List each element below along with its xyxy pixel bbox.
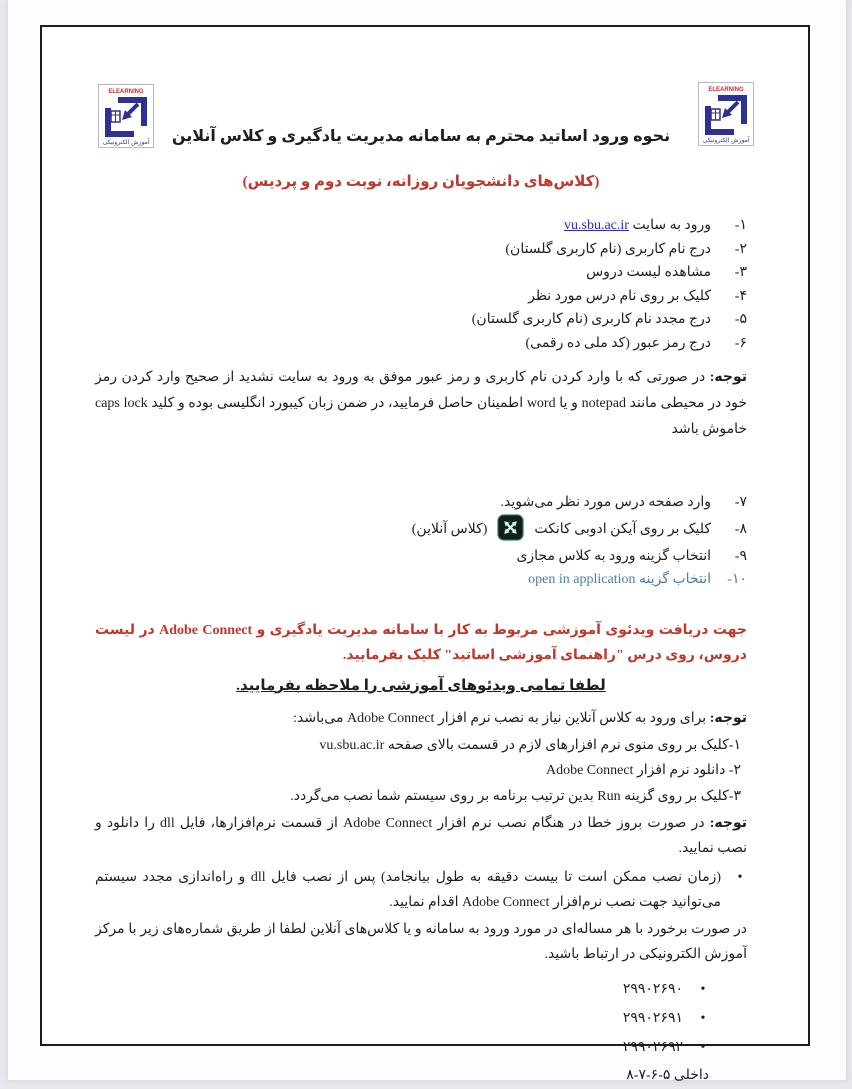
step-number: ۵-	[734, 312, 747, 327]
page-title: نحوه ورود اساتید محترم به سامانه مدیریت یادگیری و کلاس آنلاین	[171, 128, 671, 145]
bullet-text: (زمان نصب ممکن است تا بیست دقیقه به طول بیانجامد) پس از نصب فایل dll و راه‌اندازی مجدد سیستم می‌توانید جهت نصب نرم‌افزار Adobe Connect اقدام نمایید.	[95, 870, 721, 910]
class-entry-steps-list	[95, 491, 747, 592]
bullet-icon: •	[700, 982, 706, 997]
note-text: برای ورود به کلاس آنلاین نیاز به نصب نرم افزار Adobe Connect می‌باشد:	[293, 710, 710, 726]
step-number: ۴-	[734, 288, 747, 304]
list-item-step1	[95, 214, 747, 238]
watch-videos-notice: لطفا تمامی ویدئوهای آموزشی را ملاحظه بفرمایید.	[236, 677, 606, 694]
phone-number: ۲۹۹۰۲۶۹۰	[622, 982, 683, 997]
page-subtitle: (کلاس‌های دانشجویان روزانه، نوبت دوم و پردیس)	[242, 174, 600, 190]
step-text-open-in-application: انتخاب گزینه open in application	[528, 572, 711, 587]
install-step-1: ۱-کلیک بر روی منوی نرم افزارهای لازم در قسمت بالای صفحه vu.sbu.ac.ir	[319, 737, 741, 753]
step-text-label: ورود به سایت	[632, 218, 711, 233]
phone-item	[95, 1004, 709, 1033]
list-item-step6	[95, 332, 747, 356]
note-label: توجه:	[709, 710, 747, 726]
logo-top-text: ELEARNING	[108, 89, 144, 95]
contact-paragraph: در صورت برخورد با هر مساله‌ای در مورد ورود به سامانه و یا کلاس‌های آنلاین لطفا از طریق شماره‌های زیر با مرکز آموزش الکترونیکی در ارتباط باشید.	[95, 922, 747, 962]
step-text: انتخاب گزینه ورود به کلاس مجازی	[516, 548, 711, 564]
adobe-connect-icon	[497, 514, 524, 541]
bullet-icon: •	[700, 1040, 706, 1055]
extension-line: داخلی ۵-۶-۷-۸	[626, 1068, 709, 1083]
list-item-step8	[95, 515, 747, 545]
step-text: درج مجدد نام کاربری (نام کاربری گلستان)	[471, 312, 711, 327]
step-number: ۶-	[734, 335, 747, 351]
install-time-note	[95, 865, 747, 915]
site-link[interactable]: vu.sbu.ac.ir	[564, 218, 629, 233]
login-steps-list	[95, 214, 747, 355]
list-item-step7	[95, 491, 747, 515]
step-text	[95, 214, 711, 238]
video-guide-notice: جهت دریافت ویدئوی آموزشی مربوط به کار با سامانه مدیریت یادگیری و Adobe Connect در لیست دروس، روی درس "راهنمای آموزشی اساتید" کلیک بفرمایید.	[95, 622, 747, 663]
phone-number: ۲۹۹۰۲۶۹۲	[622, 1040, 683, 1055]
step-text-label: کلیک بر روی آیکن ادوبی کانکت	[534, 521, 711, 537]
install-step-2: ۲- دانلود نرم افزار Adobe Connect	[545, 763, 741, 778]
bullet-icon: •	[737, 870, 743, 885]
install-step-3: ۳-کلیک بر روی گزینه Run بدین ترتیب برنامه بر روی سیستم شما نصب می‌گردد.	[290, 788, 741, 804]
bullet-icon: •	[700, 1011, 706, 1026]
note-password	[95, 365, 747, 443]
step-text: درج نام کاربری (نام کاربری گلستان)	[505, 241, 711, 257]
phone-list	[95, 975, 747, 1062]
logo-caption: آموزش الکترونیکی	[702, 137, 750, 144]
step-number: ۲-	[734, 241, 747, 257]
note-text: در صورت بروز خطا در هنگام نصب نرم افزار Adobe Connect از قسمت نرم‌افزارها، فایل dll را دانلود و نصب نمایید.	[95, 816, 747, 856]
list-item-step3	[95, 261, 747, 285]
phone-item	[95, 975, 709, 1004]
step-number: ۱۰-	[727, 572, 747, 587]
note-text: در صورتی که با وارد کردن نام کاربری و رمز عبور موفق به ورود به سایت نشدید از صحیح وارد کردن رمز خود در محیطی مانند notepad و یا word اطمینان حاصل فرمایید، در ضمن زبان کیبورد انگلیسی بوده و کلید caps lock خاموش باشد	[95, 370, 748, 437]
step-number: ۸-	[734, 521, 747, 537]
logo-top-text: ELEARNING	[708, 87, 744, 93]
list-item-step10	[95, 568, 747, 592]
install-steps-list	[95, 733, 747, 810]
logo-caption: آموزش الکترونیکی	[102, 139, 150, 146]
step-text: کلیک بر روی نام درس مورد نظر	[528, 288, 711, 304]
step-text: مشاهده لیست دروس	[586, 265, 711, 280]
step-number: ۷-	[734, 495, 747, 510]
note-install	[95, 706, 747, 731]
step-number: ۱-	[734, 218, 747, 233]
phone-item	[95, 1033, 709, 1062]
note-dll-error	[95, 811, 747, 861]
list-item-step2	[95, 238, 747, 262]
document-content	[95, 120, 747, 1089]
list-item-step5	[95, 308, 747, 332]
note-label: توجه:	[709, 370, 747, 385]
list-item-step9	[95, 545, 747, 569]
step-number: ۹-	[734, 548, 747, 564]
step-text: وارد صفحه درس مورد نظر می‌شوید.	[500, 495, 711, 510]
phone-number: ۲۹۹۰۲۶۹۱	[622, 1011, 683, 1026]
list-item-step4	[95, 285, 747, 309]
note-label: توجه:	[709, 816, 747, 831]
step-text: درج رمز عبور (کد ملی ده رقمی)	[525, 335, 711, 351]
step-number: ۳-	[734, 265, 747, 280]
step-text	[95, 515, 711, 545]
step-text-suffix: (کلاس آنلاین)	[411, 521, 488, 537]
